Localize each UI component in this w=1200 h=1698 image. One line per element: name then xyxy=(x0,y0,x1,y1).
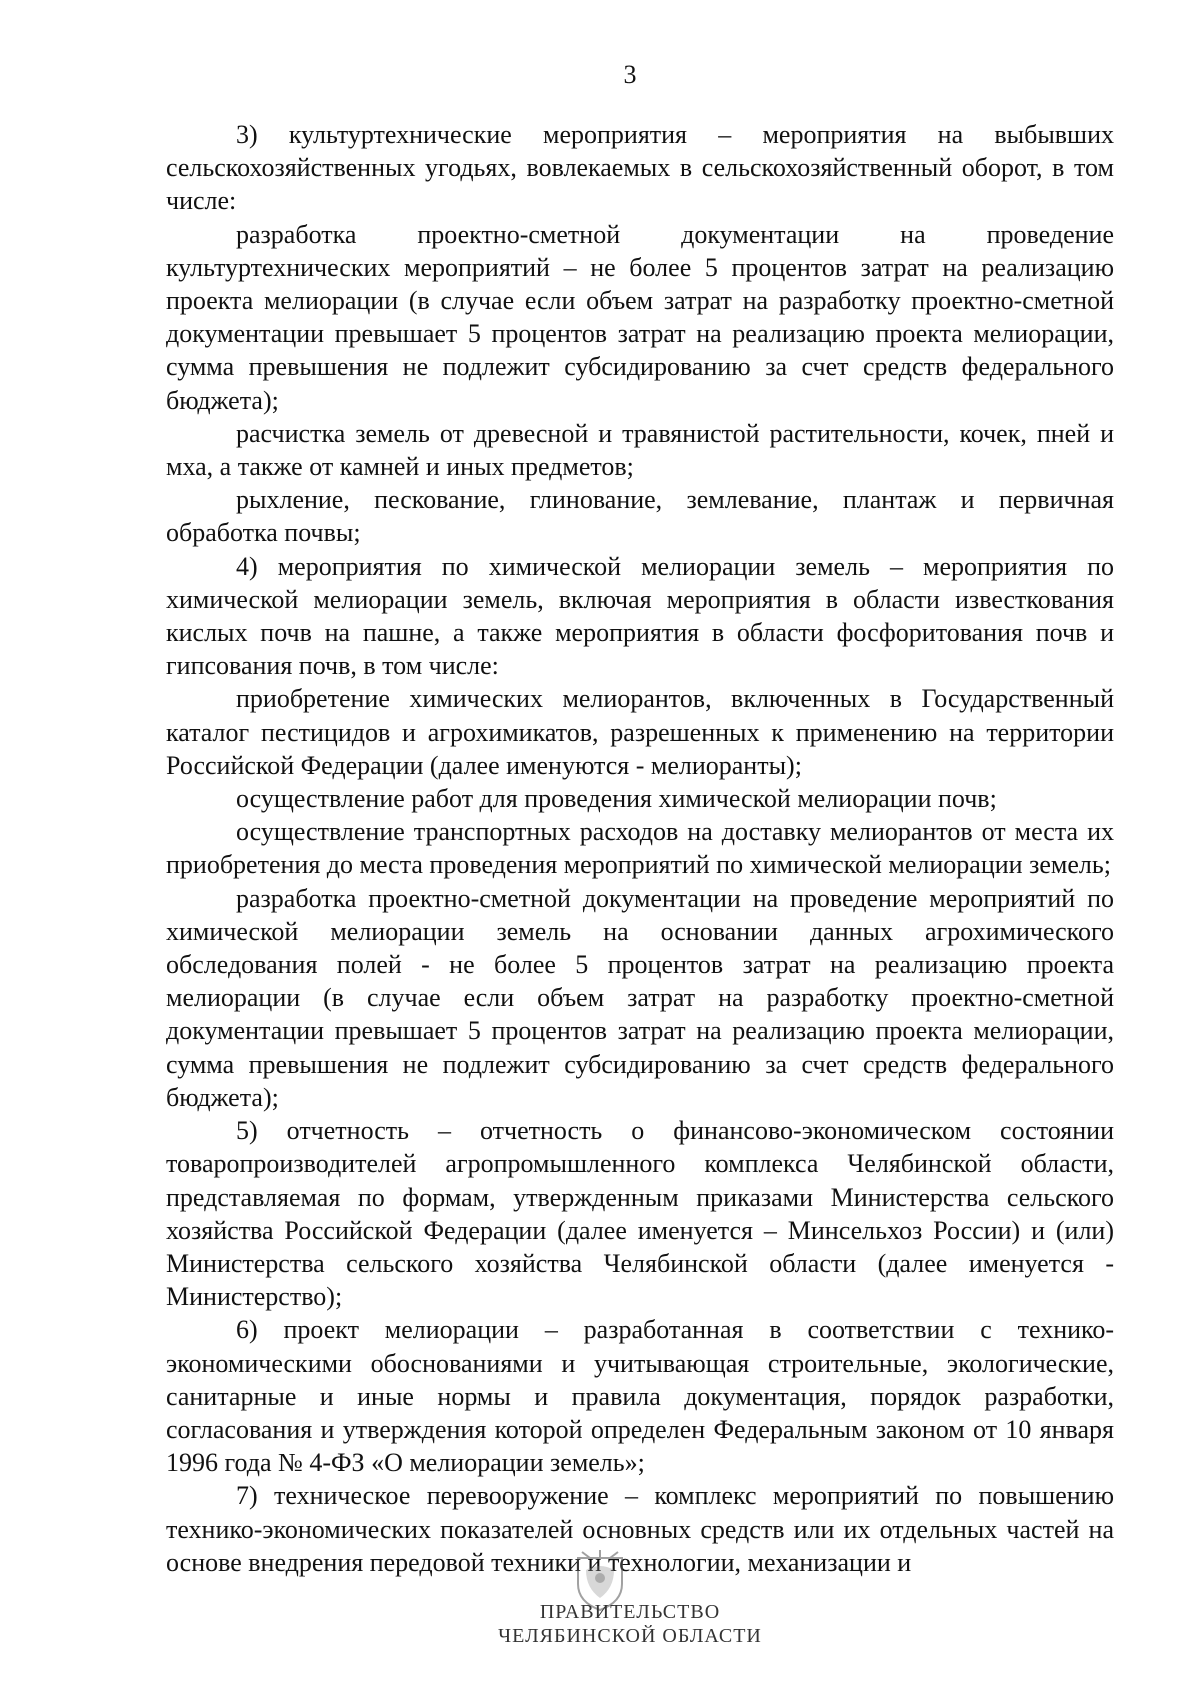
page-number: 3 xyxy=(623,60,637,89)
paragraph-3-culture-technical: 3) культуртехнические мероприятия – мероприятия на выбывших сельскохозяйственных угодьях, вовлекаемых в сельскохозяйственный оборот, в том числе: xyxy=(166,120,1114,216)
paragraph-loosening: рыхление, пескование, глинование, землевание, плантаж и первичная обработка почвы; xyxy=(166,485,1114,548)
document-body xyxy=(166,118,1114,1579)
paragraph-6-melioration-project: 6) проект мелиорации – разработанная в соответствии с технико-экономическими обоснованиями и учитывающая строительные, экологические, санитарные и иные нормы и правила документация, порядок разработки, согласования и утверждения которой определен Федеральным законом от 10 января 1996 года № 4-ФЗ «О мелиорации земель»; xyxy=(166,1315,1114,1478)
paragraph-4-chemical-melioration: 4) мероприятия по химической мелиорации земель – мероприятия по химической мелиорации земель, включая мероприятия в области известкования кислых почв на пашне, а также мероприятия в области фосфоритования почв и гипсования почв, в том числе: xyxy=(166,551,1114,681)
paragraph-transport-costs: осуществление транспортных расходов на доставку мелиорантов от места их приобретения до места проведения мероприятий по химической мелиорации земель; xyxy=(166,817,1114,880)
paragraph-design-documentation: разработка проектно-сметной документации на проведение культуртехнических мероприятий – не более 5 процентов затрат на реализацию проекта мелиорации (в случае если объем затрат на разработку проектно-сметной документации превышает 5 процентов затрат на реализацию проекта мелиорации, сумма превышения не подлежит субсидированию за счет средств федерального бюджета); xyxy=(166,219,1114,415)
paragraph-land-clearing: расчистка земель от древесной и травянистой растительности, кочек, пней и мха, а также от камней и иных предметов; xyxy=(166,418,1114,482)
footer-line-region: ЧЕЛЯБИНСКОЙ ОБЛАСТИ xyxy=(498,1625,762,1647)
paragraph-chemical-documentation: разработка проектно-сметной документации на проведение мероприятий по химической мелиорации земель на основании данных агрохимического обследования полей - не более 5 процентов затрат на реализацию проекта мелиорации (в случае если объем затрат на разработку проектно-сметной документации превышает 5 процентов затрат на реализацию проекта мелиорации, сумма превышения не подлежит субсидированию за счет средств федерального бюджета); xyxy=(166,883,1114,1112)
paragraph-acquisition-meliorants: приобретение химических мелиорантов, включенных в Государственный каталог пестицидов и агрохимикатов, разрешенных к применению на территории Российской Федерации (далее именуются - мелиоранты); xyxy=(166,684,1114,780)
paragraph-7-technical-rearmament: 7) техническое перевооружение – комплекс мероприятий по повышению технико-экономических показателей основных средств или их отдельных частей на основе внедрения передовой техники и технологии, механизации и xyxy=(166,1481,1114,1577)
footer-government-label xyxy=(0,1600,1200,1648)
footer-line-government: ПРАВИТЕЛЬСТВО xyxy=(539,1601,721,1623)
paragraph-works-chemical: осуществление работ для проведения химической мелиорации почв; xyxy=(236,784,997,814)
paragraph-5-reporting: 5) отчетность – отчетность о финансово-экономическом состоянии товаропроизводителей агропромышленного комплекса Челябинской области, представляемая по формам, утвержденным приказами Министерства сельского хозяйства Российской Федерации (далее именуется – Минсельхоз России) и (или) Министерства сельского хозяйства Челябинской области (далее именуется - Министерство); xyxy=(166,1116,1114,1312)
